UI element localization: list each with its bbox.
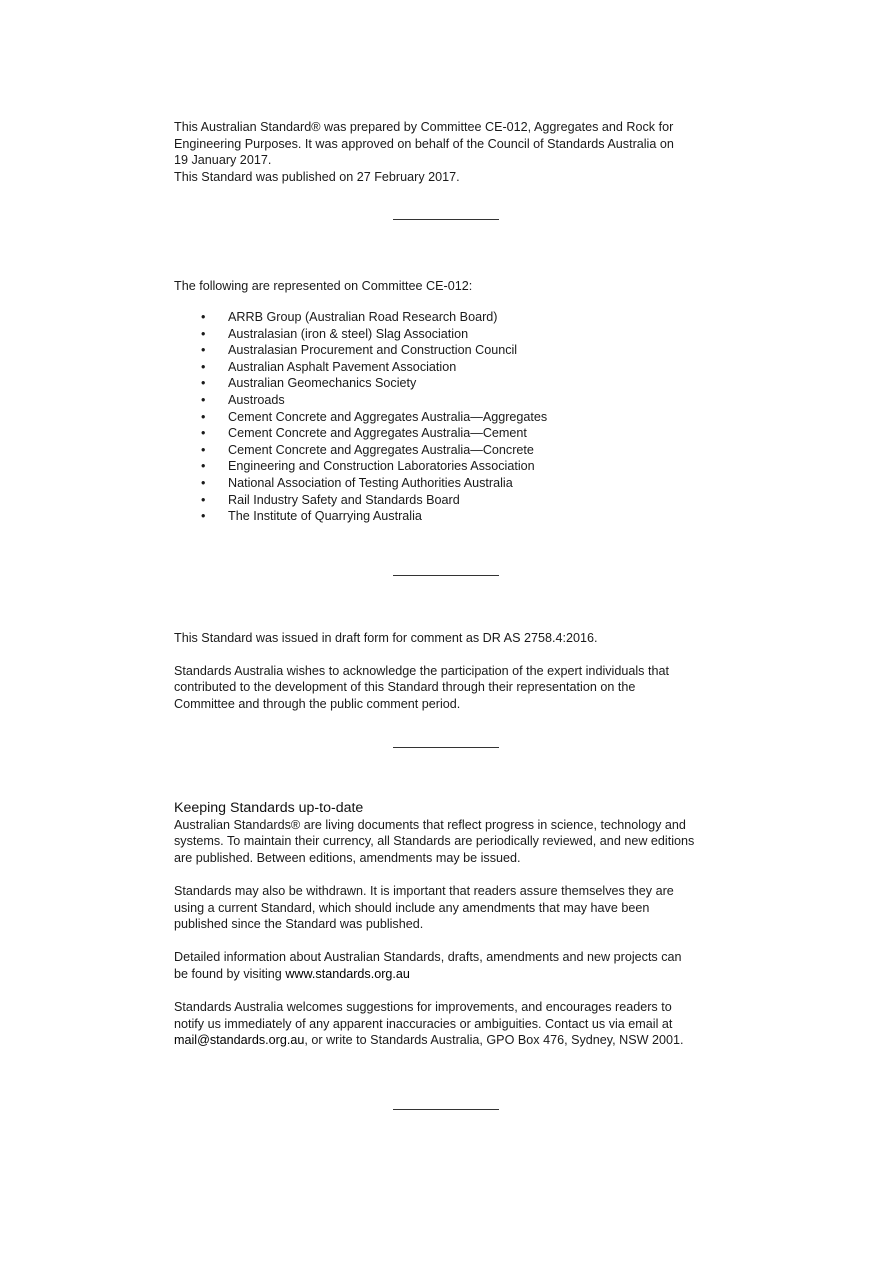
list-item: • Engineering and Construction Laboratories Association [174,458,734,475]
list-item: • Cement Concrete and Aggregates Australia—Cement [174,425,734,442]
email-link[interactable]: mail@standards.org.au [174,1033,305,1048]
list-item: • The Institute of Quarrying Australia [174,508,734,525]
paragraph-text: be found by visiting [174,967,286,981]
paragraph-line: published since the Standard was published. [174,917,424,932]
paragraph-line: are published. Between editions, amendments may be issued. [174,850,521,865]
standards-website-link[interactable]: www.standards.org.au [285,967,410,981]
preamble-section [174,119,734,185]
list-item: • Cement Concrete and Aggregates Australia—Concrete [174,442,734,459]
section-divider [393,1109,499,1110]
preamble-line: Engineering Purposes. It was approved on behalf of the Council of Standards Australia on [174,136,674,151]
preamble-line: This Australian Standard® was prepared by Committee CE-012, Aggregates and Rock for [174,120,674,134]
list-item: • ARRB Group (Australian Road Research Board) [174,309,734,326]
paragraph-line: Standards Australia welcomes suggestions for improvements, and encourages readers to [174,1000,672,1015]
section-heading: Keeping Standards up-to-date [174,799,364,816]
list-item: • Australian Geomechanics Society [174,375,734,392]
draft-section [174,630,734,713]
committee-member-list [174,309,734,525]
committee-intro: The following are represented on Committee CE-012: [174,279,473,294]
publication-date: This Standard was published on 27 February 2017. [174,169,460,184]
paragraph-line: notify us immediately of any apparent inaccuracies or ambiguities. Contact us via email at [174,1016,673,1031]
list-item: • Australasian Procurement and Construction Council [174,342,734,359]
paragraph-line [174,1032,734,1049]
document-page [174,119,734,1110]
paragraph-line: Australian Standards® are living documents that reflect progress in science, technology and [174,817,686,832]
list-item: • Australasian (iron & steel) Slag Association [174,326,734,343]
list-item: • Austroads [174,392,734,409]
list-item: • Cement Concrete and Aggregates Australia—Aggregates [174,409,734,426]
committee-section [174,278,734,524]
paragraph-line: Standards may also be withdrawn. It is important that readers assure themselves they are [174,884,674,899]
paragraph-line: using a current Standard, which should include any amendments that may have been [174,900,650,915]
keeping-up-to-date-section [174,800,734,1049]
draft-notice: This Standard was issued in draft form for comment as DR AS 2758.4:2016. [174,630,598,645]
list-item: • National Association of Testing Authorities Australia [174,475,734,492]
acknowledgement-line: Committee and through the public comment period. [174,697,461,712]
list-item: • Rail Industry Safety and Standards Board [174,492,734,509]
paragraph-line: Detailed information about Australian Standards, drafts, amendments and new projects can [174,950,682,965]
list-item: • Australian Asphalt Pavement Association [174,359,734,376]
paragraph-text: , or write to Standards Australia, GPO Box 476, Sydney, NSW 2001. [304,1033,684,1048]
paragraph-line: systems. To maintain their currency, all Standards are periodically reviewed, and new editions [174,834,695,849]
acknowledgement-line: Standards Australia wishes to acknowledge the participation of the expert individuals that [174,663,669,678]
paragraph-line [174,966,734,983]
acknowledgement-line: contributed to the development of this Standard through their representation on the [174,680,636,695]
approval-date: 19 January 2017. [174,153,272,168]
